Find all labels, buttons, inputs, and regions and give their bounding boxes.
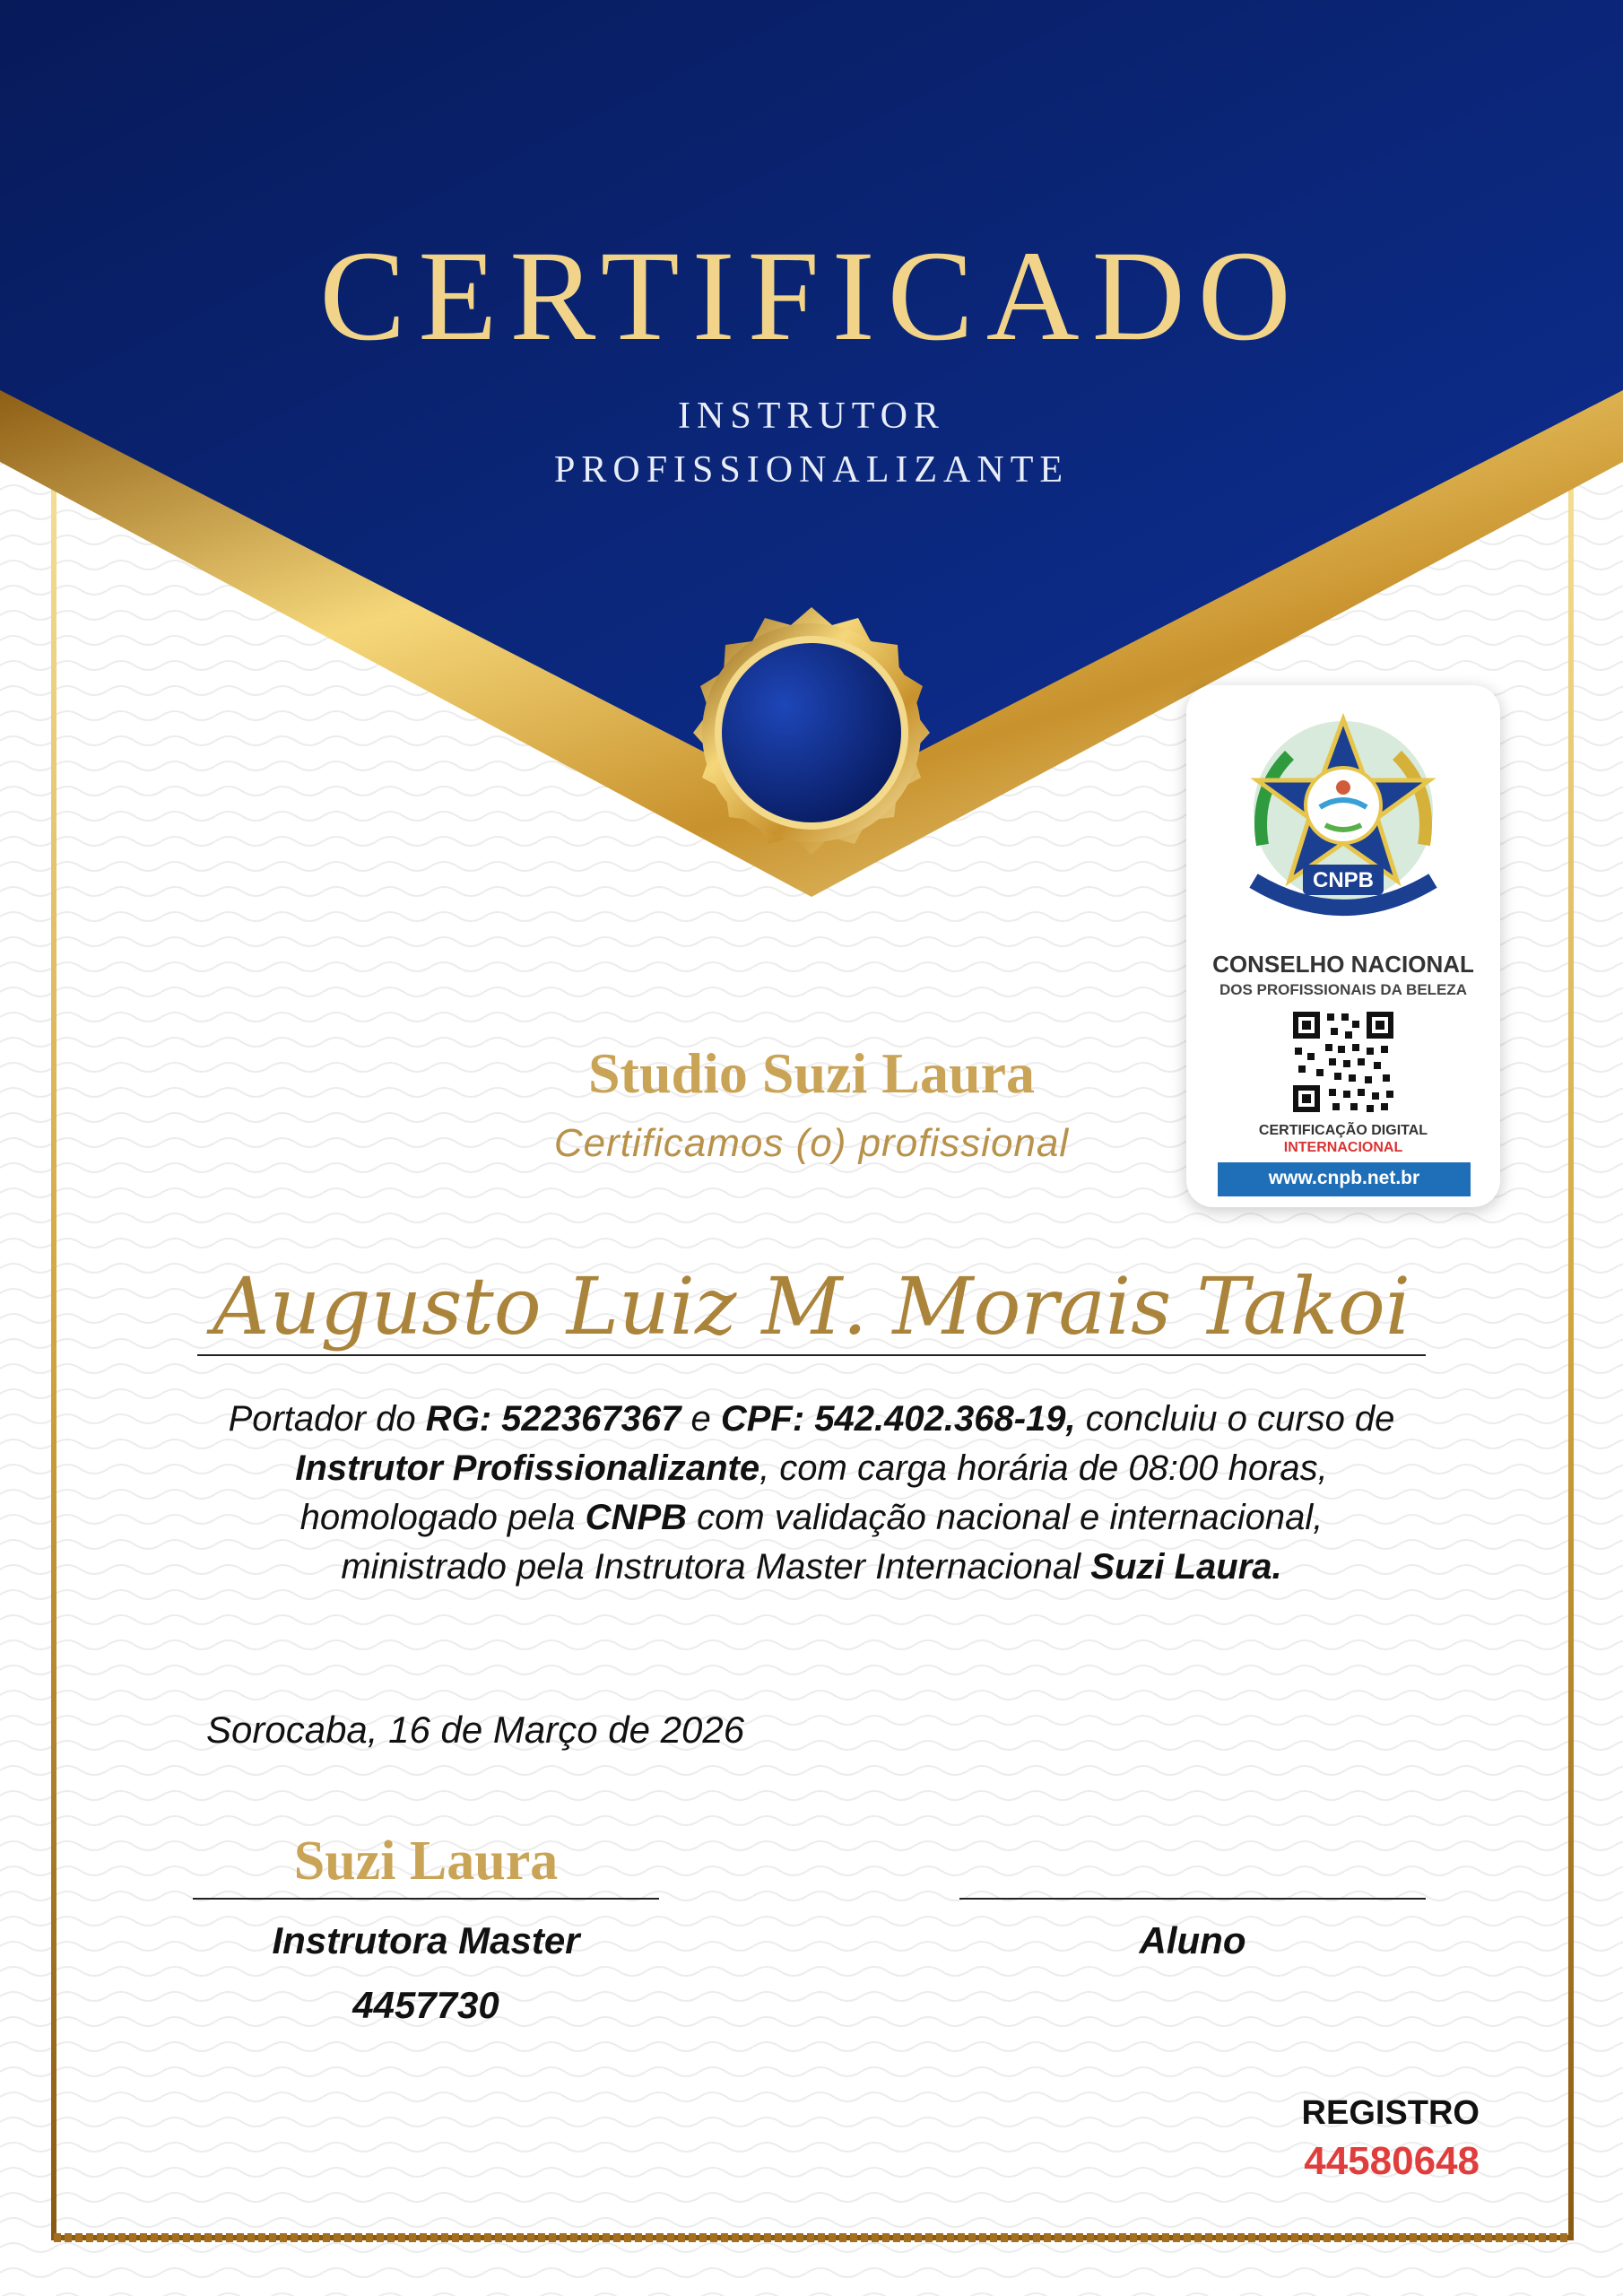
cnpb-emblem-text: CNPB [1312, 868, 1375, 892]
gold-seal-icon [659, 578, 964, 883]
instructor-role: Instrutora Master [272, 1919, 580, 1961]
organization-name: CNPB [585, 1498, 688, 1537]
instructor-name: Suzi Laura. [1090, 1547, 1282, 1587]
certificate-body-text: Portador do RG: 522367367 e CPF: 542.402.368-19, concluiu o curso de Instrutor Profissionalizante, com carga horária de 08:00 horas, homologado pela CNPB com validação nacional e internacional, ministrado pela Instrutora Master Internacional Suzi Laura. [228, 1399, 1395, 1587]
certificate-subtitle-line2: PROFISSIONALIZANTE [553, 449, 1069, 491]
certificate-title: CERTIFICADO [319, 225, 1304, 368]
instructor-signature-line [193, 1898, 659, 1900]
instructor-signature: Suzi Laura [293, 1831, 559, 1892]
studio-name: Studio Suzi Laura [588, 1041, 1035, 1105]
registration-label: REGISTRO [1301, 2094, 1480, 2132]
cnpb-emblem-icon [1227, 710, 1460, 926]
cpf-number: CPF: 542.402.368-19, [720, 1399, 1076, 1439]
place-date: Sorocaba, 16 de Março de 2026 [206, 1709, 745, 1751]
certificate-subtitle: INSTRUTOR [678, 396, 945, 437]
student-role: Aluno [1139, 1919, 1246, 1961]
badge-url-bar[interactable] [1218, 1162, 1471, 1196]
recipient-name-line [197, 1354, 1426, 1356]
registration-number: 44580648 [1304, 2139, 1480, 2183]
badge-international-label: INTERNACIONAL [1283, 1140, 1403, 1155]
certify-text: Certificamos (o) profissional [553, 1121, 1070, 1165]
badge-subtitle: DOS PROFISSIONAIS DA BELEZA [1219, 981, 1468, 998]
badge-title: CONSELHO NACIONAL [1212, 951, 1474, 978]
course-name: Instrutor Profissionalizante [295, 1448, 760, 1488]
student-signature-line [959, 1898, 1426, 1900]
badge-certification-label: CERTIFICAÇÃO DIGITAL [1258, 1123, 1428, 1138]
instructor-number: 4457730 [352, 1984, 499, 2026]
badge-url-link[interactable]: www.cnpb.net.br [1268, 1168, 1420, 1188]
recipient-name: Augusto Luiz M. Morais Takoi [212, 1260, 1411, 1352]
rg-number: RG: 522367367 [425, 1399, 681, 1439]
